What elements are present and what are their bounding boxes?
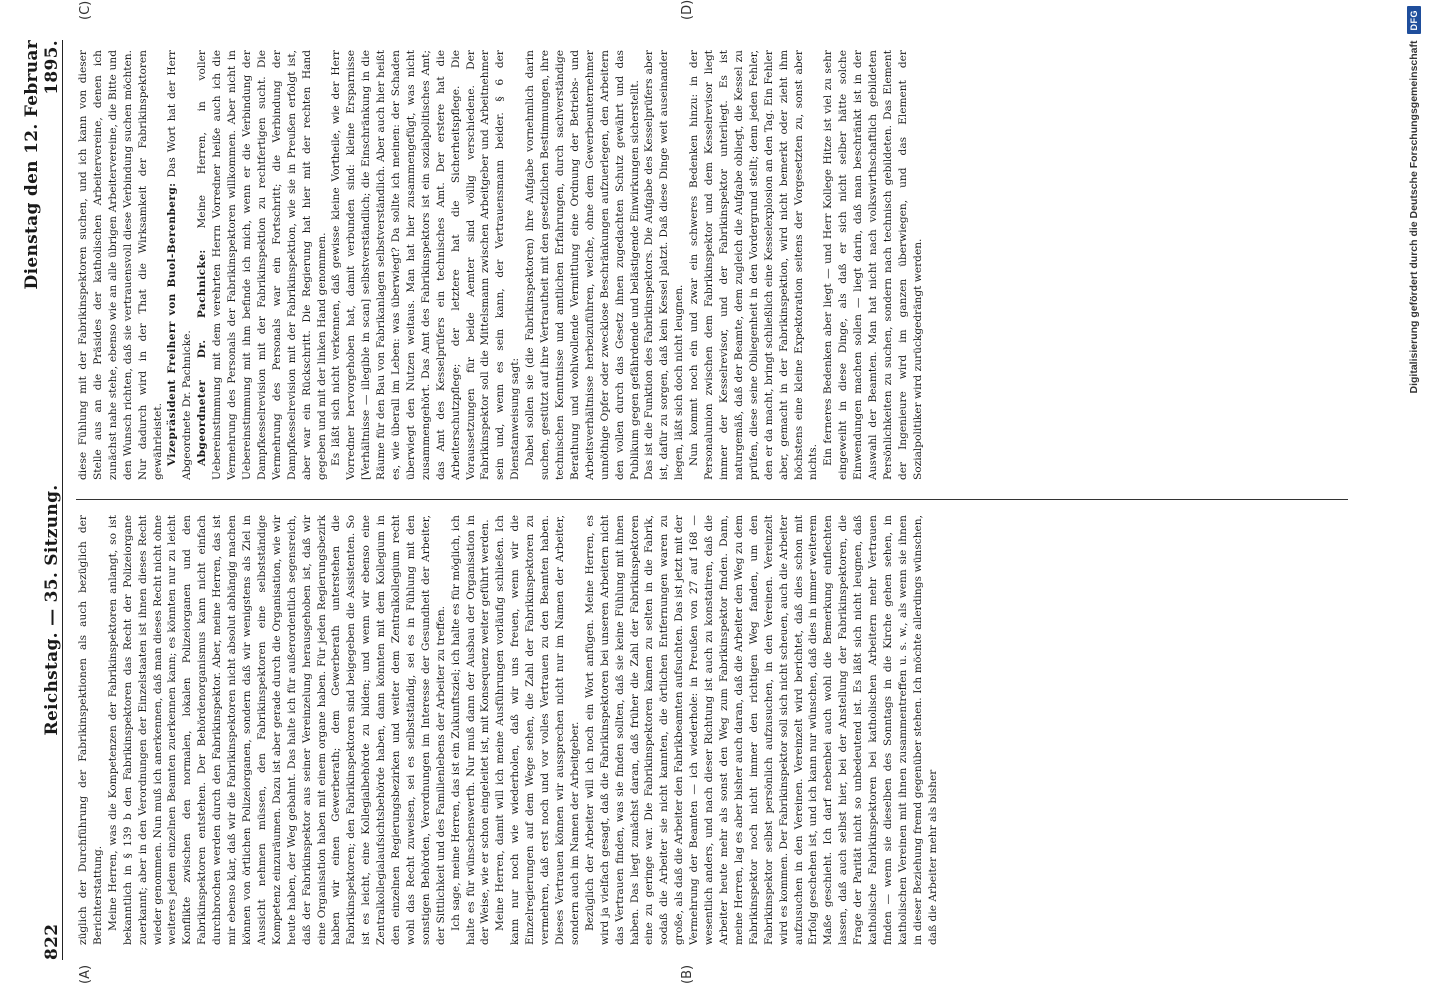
paragraph: Ich sage, meine Herren, das ist ein Zukunftsziel; ich halte es für möglich, ich halte es für wünschenswerth. Nur muß dann der Ausbau der Organisation in der Weise, wie er schon eingeleitet ist, mit Konsequenz weiter geführt werden. (449, 515, 492, 945)
paragraph: Bezüglich der Arbeiter will ich noch ein Wort anfügen. Meine Herren, es wird ja vielfach gesagt, daß die Fabrikinspektoren bei unseren Arbeitern nicht das Vertrauen finden, was sie finden sollten, daß sie keine Fühlung mit ihnen haben. Das liegt zunächst daran, daß früher die Zahl der Fabrikinspektoren eine zu geringe war. Die Fabrikinspektoren kamen zu selten in die Fabrik, sodaß die Arbeiter sie nicht kannten, die örtlichen Entfernungen waren zu große, als daß die Arbeiter den Fabrikbeamten aufsuchten. Das ist jetzt mit der Vermehrung der Beamten — ich wiederhole: in Preußen von 27 auf 168 — wesentlich anders, und nach dieser Richtung ist auch zu konstatiren, daß die Arbeiter heute mehr als sonst den Weg zum Fabrikinspektor finden. Dann, meine Herren, lag es aber bisher auch daran, daß die Arbeiter den Weg zu dem Fabrikinspektor noch nicht immer den richtigen Weg fanden, um den Fabrikinspektor selbst persönlich aufzusuchen, in den Vereinen. Vereinzelt wird es kommen. Der Fabrikinspektor soll sich nicht scheuen, auch die Arbeiter aufzusuchen in den Vereinen. Vereinzelt wird berichtet, daß dies schon mit Erfolg geschehen ist, und ich kann nur wünschen, daß dies in immer weiterem Maße geschieht. Ich darf nebenbei auch wohl die Bemerkung einflechten lassen, daß auch selbst hier, bei der Anstellung der Fabrikinspektoren, die Frage der Parität nicht so unbedeutend ist. Es läßt sich nicht leugnen, daß katholische Fabrikinspektoren bei katholischen Arbeitern mehr Vertrauen finden — wenn sie dieselben des Sonntags in die Kirche gehen sehen, in katholischen Vereinen mit ihnen zusammentreffen u. s. w., als wenn sie ihnen in dieser Beziehung fremd gegenüber stehen. Ich möchte allerdings wünschen, daß die Arbeiter mehr als bisher (583, 515, 939, 945)
credit-strip (1402, 0, 1426, 1000)
speaker-name: Abgeordneter Dr. Pachnicke: (196, 249, 209, 466)
column-divider (76, 499, 1348, 500)
page-header (22, 40, 63, 960)
paragraph: diese Fühlung mit der Fabrikinspektoren suchen, und ich kann von dieser Stelle aus an die Präsides der katholischen Arbeitervereine, denen ich zunächst nahe stehe, ebenso wie an alle übrigen Arbeitervereine, die Bitte und den Wunsch richten, daß sie vertrauensvoll diese Verbindung suchen möchten. Nur dadurch wird in der That die Wirksamkeit der Fabrikinspektoren gewährleistet. (77, 50, 164, 480)
quotation: Dabei sollen sie (die Fabrikinspektoren) ihre Aufgabe vornehmlich darin suchen, gestützt auf ihre Vertrautheit mit den gesetzlichen Bestimmungen, ihre technischen Kenntnisse und amtlichen Erfahrungen, durch sachverständige Berathung und wohlwollende Vermittlung eine Ordnung der Betriebs- und Arbeitsverhältnisse herbeizuführen, welche, ohne dem Gewerbeunternehmer unnöthige Opfer oder zwecklose Beschränkungen aufzuerlegen, den Arbeitern den vollen durch das Gesetz ihnen zugedachten Schutz gewährt und das Publikum gegen gefährdende und belästigende Einwirkungen sicherstellt. (524, 50, 641, 480)
speaker-paragraph: Vizepräsident Freiherr von Buol-Berenberg: Das Wort hat der Herr Abgeordnete Dr. Pachnicke. (166, 50, 194, 480)
credit-line (1402, 0, 1426, 1000)
paragraph: Das ist die Funktion des Fabrikinspektors. Die Aufgabe des Kesselprüfers aber ist, dafür zu sorgen, daß kein Kessel platzt. Daß diese Dinge weit auseinander liegen, läßt sich doch nicht leugnen. (643, 50, 686, 480)
right-column (76, 50, 1350, 480)
paragraph: Nun kommt noch ein und zwar ein schweres Bedenken hinzu: in der Personalunion zwischen dem Fabrikinspektor und dem Kesselrevisor liegt immer der Kesselrevisor, und der Fabrikinspektor unterliegt. Es ist naturgemäß, daß der Beamte, dem zugleich die Aufgabe obliegt, die Kessel zu prüfen, diese seine Obliegenheit in den Vordergrund stellt; denn jeden Fehler, den er da macht, bringt schließlich eine Kesselexplosion an den Tag. Ein Fehler aber, gemacht in der Fabrikinspektion, wird nicht bemerkt oder zieht ihm höchstens eine kleine Expektoration seitens der Vorgesetzten zu, sonst aber nichts. (688, 50, 820, 480)
session-date: Dienstag den 12. Februar 1895. (22, 40, 62, 290)
speaker-paragraph: Abgeordneter Dr. Pachnicke: Meine Herren, in voller Uebereinstimmung mit dem verehrten Herrn Vorredner heiße auch ich die Vermehrung des Personals der Fabrikinspektoren willkommen. Aber nicht in Uebereinstimmung mit ihm befinde ich mich, wenn er die Verbindung der Dampfkesselrevision mit der Fabrikinspektion zu rechtfertigen sucht. Die Vermehrung des Personals war ein Fortschritt; die Verbindung der Dampfkesselrevision mit der Fabrikinspektion, wie sie in Preußen erfolgt ist, aber war ein Rückschritt. Die Regierung hat hier mit der rechten Hand gegeben und mit der linken Hand genommen. (196, 50, 328, 480)
speaker-name: Vizepräsident Freiherr von Buol-Berenberg: (166, 182, 179, 466)
margin-mark-a: (A) (78, 964, 93, 984)
paragraph: Ein ferneres Bedenken aber liegt — und Herr Kollege Hitze ist viel zu sehr eingeweiht in diese Dinge, als daß er sich nicht selber hätte solche Einwendungen machen sollen — liegt darin, daß man beschränkt ist in der Auswahl der Beamten. Man hat nicht nach volkswirthschaftlich gebildeten Persönlichkeiten zu suchen, sondern nach technisch gebildeten. Das Element der Ingenieure wird im ganzen überwiegen, und das Element der Sozialpolitiker wird zurückgedrängt werden. (822, 50, 924, 480)
digitization-credit: Digitalisierung gefördert durch die Deutsche Forschungsgemeinschaft (1408, 40, 1420, 394)
paragraph: Es läßt sich nicht verkennen, daß gewisse kleine Vortheile, wie der Herr Vorredner hervorgehoben hat, damit verbunden sind: kleine Ersparnisse [Verhältnisse — illegible in scan] selbstverständlich; die Einschränkung in die Räume für den Bau von Fabrikanlagen selbstverständlich. Aber auch hier heißt es, wie überall im Leben: was überwiegt? Da sollte ich meinen: der Schaden überwiegt den Nutzen weitaus. Man hat hier zusammengefügt, was nicht zusammengehört. Das Amt des Fabrikinspektors ist ein sozialpolitisches Amt; das Amt des Kesselprüfers ein technisches Amt. Der erstere hat die Arbeiterschutzpflege; der letztere hat die Sicherheitspflege. Die Voraussetzungen für beide Aemter sind völlig verschiedene. Der Fabrikinspektor soll die Mittelsmann zwischen Arbeitgeber und Arbeitnehmer sein und, wenn es sein kann, der Vertrauensmann beider. § 6 der Dienstanweisung sagt: (330, 50, 522, 480)
dfg-logo: DFG (1407, 6, 1421, 35)
margin-mark-b: (B) (680, 964, 695, 984)
paragraph: züglich der Durchführung der Fabrikinspektionen als auch bezüglich der Berichterstattung. (77, 515, 104, 945)
paragraph: Meine Herren, damit will ich meine Ausführungen vorläufig schließen. Ich kann nur noch wie wiederholen, daß wir uns freuen, wenn wir die Einzelregierungen auf dem Wege sehen, die Zahl der Fabrikinspektoren zu vermehren, daß erst noch und vor volles Vertrauen zu den Beamten haben. Dieses Vertrauen können wir aussprechen nicht nur im Namen der Arbeiter, sondern auch im Namen der Arbeitgeber. (494, 515, 581, 945)
margin-mark-d: (D) (680, 0, 695, 20)
running-head: Reichstag. — 35. Sitzung. (42, 484, 62, 736)
left-column (76, 515, 1350, 945)
page-number: 822 (42, 923, 62, 960)
margin-mark-c: (C) (78, 0, 93, 20)
paragraph: Meine Herren, was die Kompetenzen der Fabrikinspektoren anlangt, so ist bekanntlich in § 139 b den Fabrikinspektoren das Recht der Polizeiorgane zuerkannt; aber in den Verordnungen der Einzelstaaten ist ihnen dieses Recht wieder genommen. Nun muß ich anerkennen, daß man dieses Recht nicht ohne weiteres jedem einzelnen Beamten zuerkennen kann; es könnten nur zu leicht Konflikte zwischen den normalen, lokalen Polizeiorganen und den Fabrikinspektoren entstehen. Der Behördenorganismus kann nicht einfach durchbrochen werden durch den Fabrikinspektor. Aber, meine Herren, das ist mir ebenso klar, daß wir die Fabrikinspektoren nicht absolut abhängig machen können von örtlichen Polizeiorganen, sondern daß wir wenigstens als Ziel in Aussicht nehmen müssen, den Fabrikinspektoren eine selbstständige Kompetenz einzuräumen. Dazu ist aber gerade durch die Organisation, wie wir heute haben, der Weg gebahnt. Das halte ich für außerordentlich segensreich, daß der Fabrikinspektor aus seiner Vereinzelung herausgehoben ist, daß wir eine Organisation haben mit einem organe haben. Für jeden Regierungsbezirk haben wir einen Gewerberath; dem Gewerberath unterstehen die Fabrikinspektoren; den Fabrikinspektoren sind beigegeben die Assistenten. So ist es leicht, eine Kollegialbehörde zu bilden; und wenn wir ebenso eine Zentralkollegialaufsichtsbehörde haben, dann könnten mit dem Kollegium in den einzelnen Regierungsbezirken und weiter dem Zentralkollegium recht wohl das Recht zuweisen, sei es selbstständig, sei es in Fühlung mit den sonstigen Behörden, Verordnungen im Interesse der Gesundheit der Arbeiter, der Sittlichkeit und des Familienlebens der Arbeiter zu treffen. (106, 515, 447, 945)
